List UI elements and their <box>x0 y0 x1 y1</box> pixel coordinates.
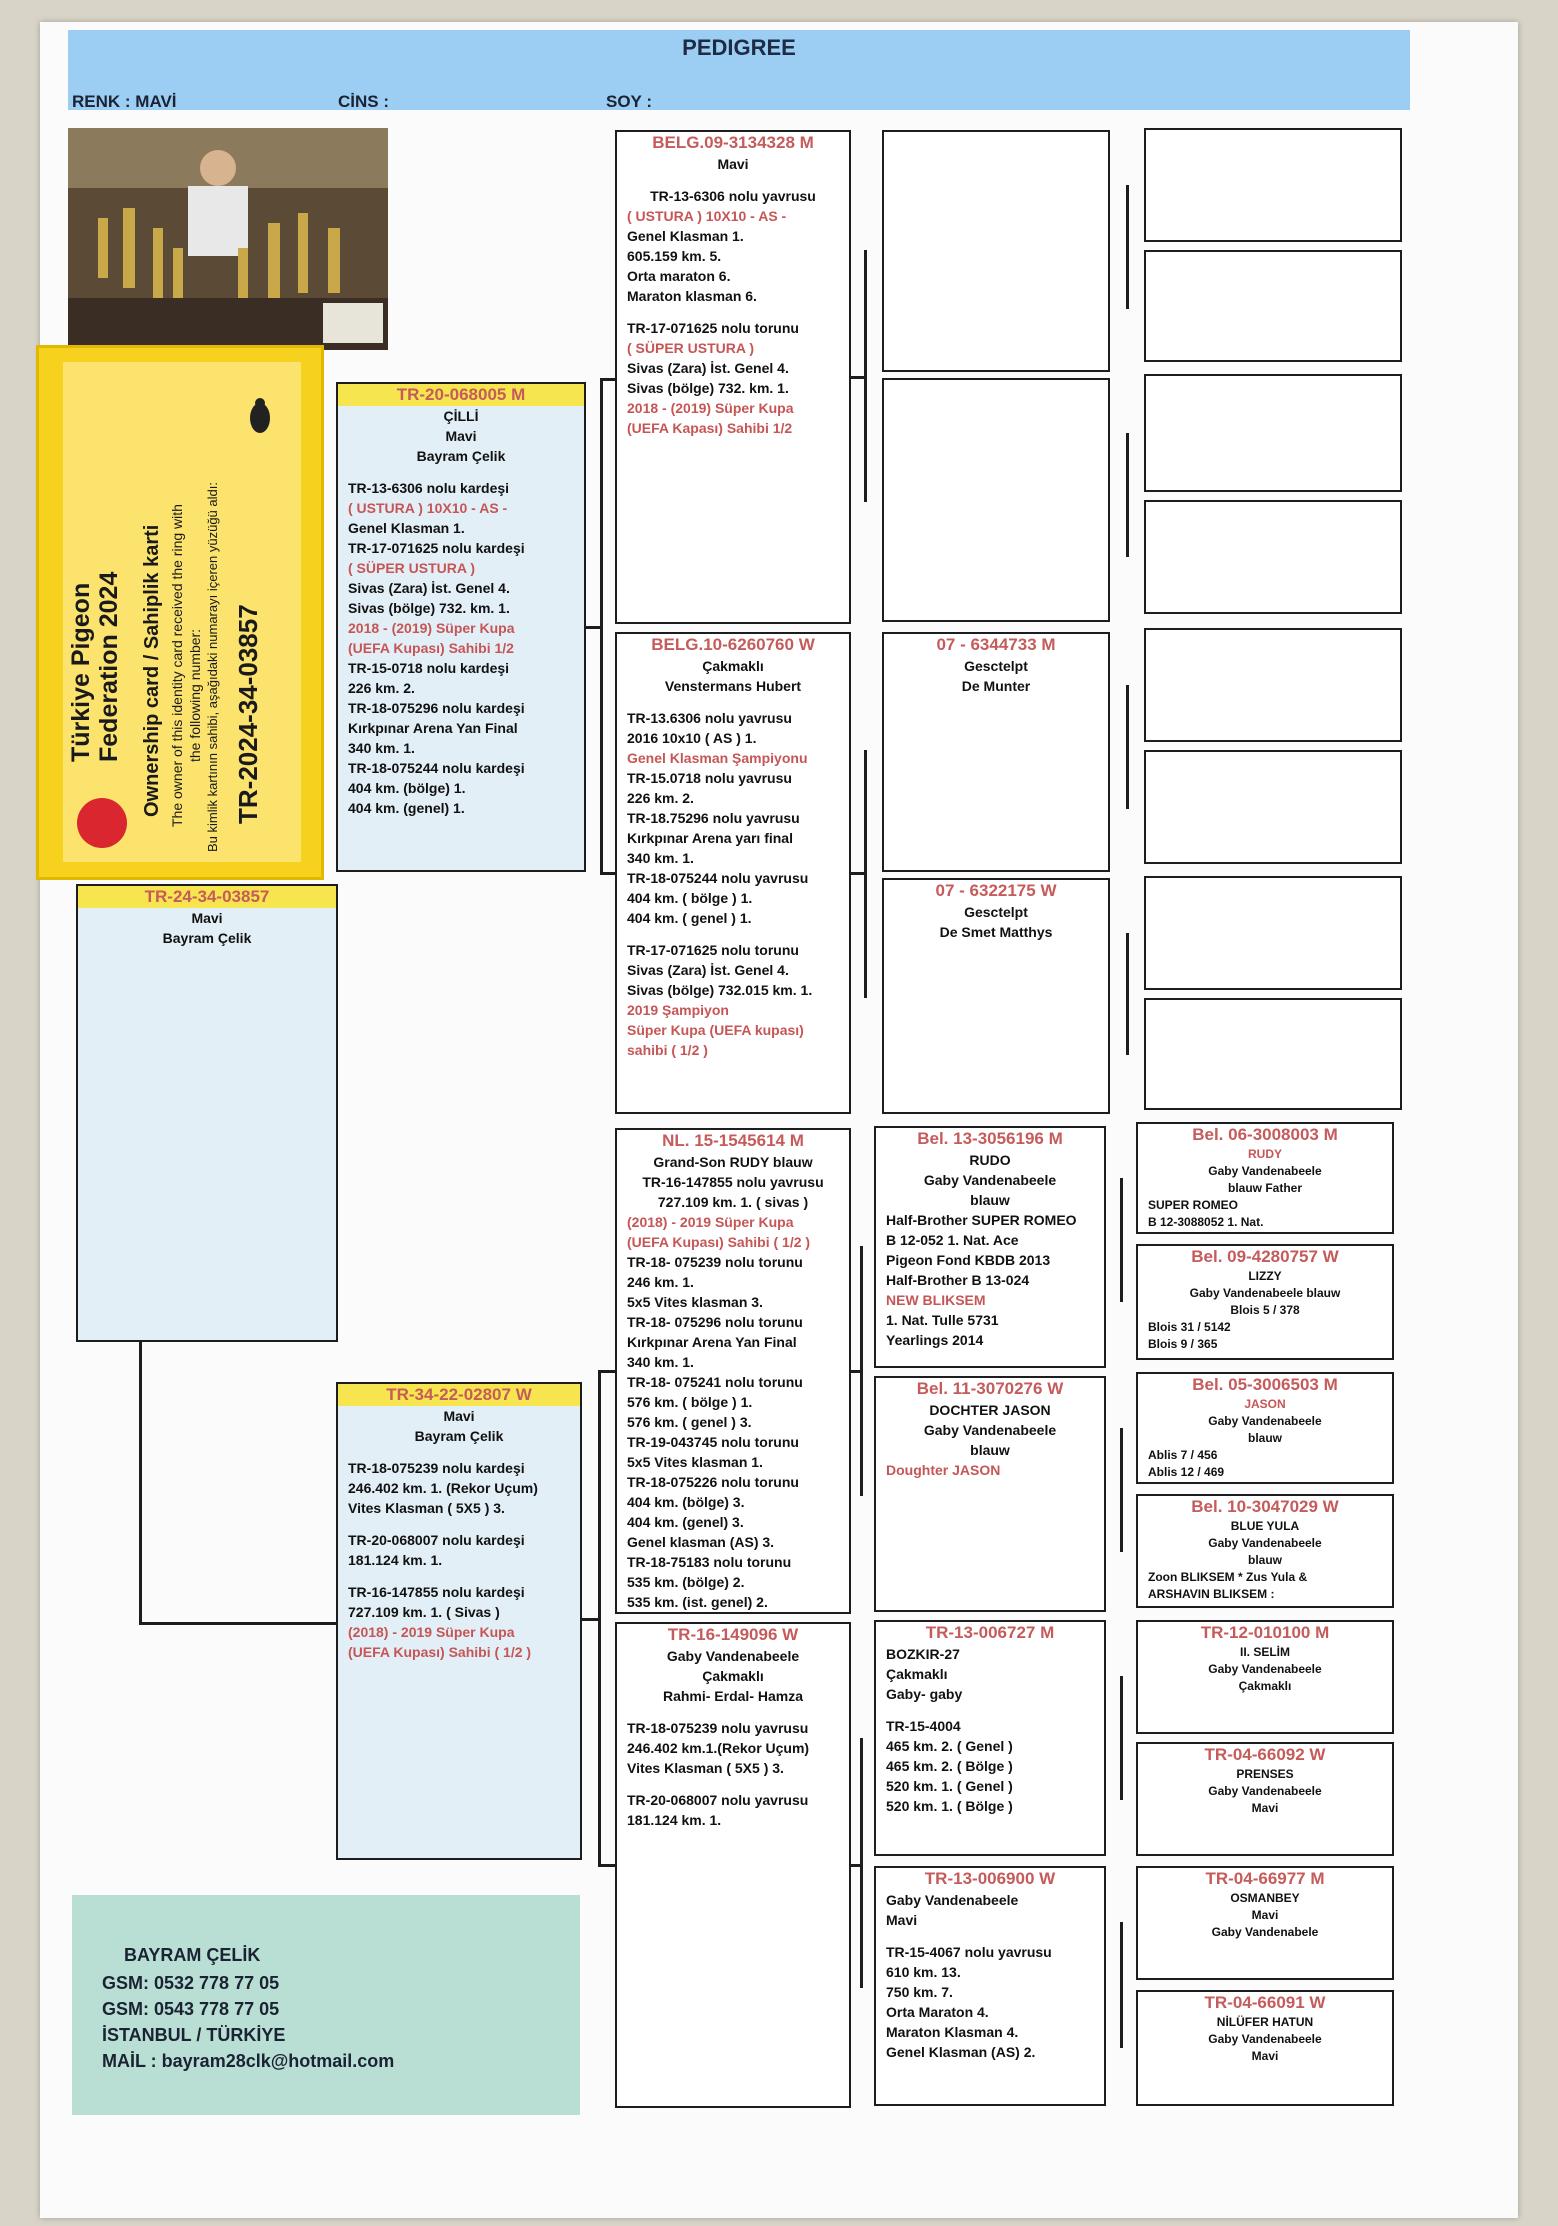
subject-color: Mavi <box>191 910 223 926</box>
gen4-box-15 <box>1136 1866 1394 1980</box>
pedigree-line: Gesctelpt <box>964 658 1028 674</box>
dam-sire-dam-box <box>874 1376 1106 1612</box>
pedigree-line: OSMANBEY <box>1230 1891 1300 1905</box>
pedigree-line: TR-18-75183 nolu torunu <box>627 1554 792 1570</box>
pedigree-line: Bayram Çelik <box>414 1428 504 1444</box>
connector <box>1120 1922 1123 2048</box>
connector <box>1126 685 1129 809</box>
pedigree-line: TR-18-075296 nolu kardeşi <box>348 700 525 716</box>
pedigree-line: DOCHTER JASON <box>929 1402 1051 1418</box>
pedigree-line: Bayram Çelik <box>416 448 506 464</box>
connector <box>851 376 865 379</box>
gen4-box-2 <box>1144 250 1402 362</box>
pedigree-line: Gaby Vandenabeele <box>923 1172 1057 1188</box>
gen4-box-13 <box>1136 1620 1394 1734</box>
connector <box>1120 1428 1123 1552</box>
sire-dam-sire-box <box>882 632 1110 872</box>
federation-logo-icon <box>77 798 127 848</box>
card-title: Ownership card / Sahiplik karti <box>141 524 163 817</box>
pedigree-line: blauw Father <box>1227 1181 1302 1195</box>
pedigree-line: LIZZY <box>1248 1269 1282 1283</box>
ring-number: TR-20-068005 M <box>338 384 584 406</box>
sire-dam-dam-box <box>882 878 1110 1114</box>
ring-number: Bel. 05-3006503 M <box>1192 1375 1338 1394</box>
pedigree-line: Gaby Vandenabeele blauw <box>1189 1286 1341 1300</box>
pedigree-line: Genel Klasman 1. <box>627 228 744 244</box>
pedigree-line: (UEFA Kupası) Sahibi ( 1/2 ) <box>348 1644 532 1660</box>
contact-gsm-2: GSM: 0543 778 77 05 <box>102 1999 280 2019</box>
pedigree-line: 404 km. (genel) 3. <box>627 1514 744 1530</box>
gen4-box-16 <box>1136 1990 1394 2106</box>
connector <box>1126 433 1129 557</box>
pedigree-line: Mavi <box>443 1408 475 1424</box>
soy-label: SOY : <box>606 92 652 111</box>
connector <box>600 378 616 381</box>
pedigree-line: TR-18-075239 nolu kardeşi <box>348 1460 525 1476</box>
pedigree-line <box>617 696 849 708</box>
gen4-box-5 <box>1144 628 1402 742</box>
pedigree-line: Yearlings 2014 <box>886 1332 984 1348</box>
pedigree-line <box>338 1446 580 1458</box>
connector <box>851 1864 861 1867</box>
dam-box <box>336 1382 582 1860</box>
pedigree-line: 2019 Şampiyon <box>627 1002 729 1018</box>
pedigree-line: 246 km. 1. <box>627 1274 694 1290</box>
pigeon-icon <box>243 396 277 436</box>
pedigree-line: 404 km. ( bölge ) 1. <box>627 890 753 906</box>
pedigree-line: B 12-3088052 1. Nat. <box>1148 1215 1264 1229</box>
connector <box>598 1370 616 1373</box>
pedigree-line: Gaby Vandenabeele <box>1208 2032 1322 2046</box>
contact-city: İSTANBUL / TÜRKİYE <box>102 2025 286 2045</box>
pedigree-line: 576 km. ( bölge ) 1. <box>627 1394 753 1410</box>
connector <box>600 378 603 874</box>
pedigree-line: (2018) - 2019 Süper Kupa <box>627 1214 794 1230</box>
pedigree-line: 535 km. (bölge) 2. <box>627 1574 745 1590</box>
pedigree-line: Maraton klasman 6. <box>627 288 757 304</box>
gen4-box-4 <box>1144 500 1402 614</box>
ring-number: Bel. 11-3070276 W <box>916 1379 1064 1398</box>
pedigree-line: Kırkpınar Arena Yan Final <box>627 1334 797 1350</box>
ownership-card-inner <box>63 362 301 862</box>
contact-email: MAİL : bayram28clk@hotmail.com <box>102 2051 395 2071</box>
pedigree-line: 727.109 km. 1. ( sivas ) <box>657 1194 809 1210</box>
pedigree-line: 181.124 km. 1. <box>348 1552 443 1568</box>
pedigree-line: Maraton Klasman 4. <box>886 2024 1019 2040</box>
sire-sire-dam-box <box>882 378 1110 622</box>
pedigree-line: blauw <box>1247 1431 1282 1445</box>
pedigree-line: Genel Klasman Şampiyonu <box>627 750 808 766</box>
pedigree-line: 2018 - (2019) Süper Kupa <box>627 400 794 416</box>
pedigree-line: 404 km. (genel) 1. <box>348 800 465 816</box>
pedigree-line: (UEFA Kupası) Sahibi 1/2 <box>348 640 514 656</box>
gen4-box-9 <box>1136 1122 1394 1234</box>
pedigree-line: JASON <box>1244 1397 1286 1411</box>
pedigree-line: B 12-052 1. Nat. Ace <box>886 1232 1019 1248</box>
pedigree-line: NEW BLIKSEM <box>886 1292 986 1308</box>
connector <box>860 1738 863 1988</box>
ring-number: BELG.10-6260760 W <box>651 635 815 654</box>
pedigree-line: TR-17-071625 nolu torunu <box>627 320 799 336</box>
pedigree-line: Rahmi- Erdal- Hamza <box>662 1688 804 1704</box>
pedigree-line: Süper Kupa (UEFA kupası) <box>627 1022 804 1038</box>
ring-number: TR-12-010100 M <box>1200 1623 1330 1642</box>
pedigree-line: NİLÜFER HATUN <box>1216 2015 1314 2029</box>
card-owner-text-1: The owner of this identity card received the ring with <box>169 504 185 827</box>
pedigree-line <box>876 1704 1104 1716</box>
pedigree-line <box>338 1570 580 1582</box>
pedigree-line: TR-15-4067 nolu yavrusu <box>886 1944 1052 1960</box>
pedigree-line: 5x5 Vites klasman 1. <box>627 1454 763 1470</box>
pedigree-line <box>338 1518 580 1530</box>
pedigree-line: Mavi <box>1251 1908 1279 1922</box>
pedigree-line: Blois 5 / 378 <box>1230 1303 1300 1317</box>
pedigree-line <box>617 306 849 318</box>
connector <box>851 872 865 875</box>
pedigree-line <box>617 174 849 186</box>
pedigree-line: 520 km. 1. ( Bölge ) <box>886 1798 1013 1814</box>
contact-name: BAYRAM ÇELİK <box>124 1945 261 1965</box>
pedigree-line: Gaby Vandenabele <box>1211 1925 1319 1939</box>
pedigree-line: TR-20-068007 nolu yavrusu <box>627 1792 809 1808</box>
pedigree-line: ( SÜPER USTURA ) <box>348 560 476 576</box>
pedigree-line: Orta Maraton 4. <box>886 2004 989 2020</box>
pedigree-line <box>617 1778 849 1790</box>
connector <box>851 1370 861 1373</box>
connector <box>1126 185 1129 309</box>
pedigree-line: TR-15-4004 <box>886 1718 961 1734</box>
pedigree-line: Sivas (Zara) İst. Genel 4. <box>627 360 789 376</box>
renk-label: RENK : MAVİ <box>72 92 177 111</box>
pedigree-line: blauw <box>970 1192 1010 1208</box>
pedigree-line: Ablis 7 / 456 <box>1148 1448 1218 1462</box>
pedigree-line: Mavi <box>886 1912 918 1928</box>
pedigree-line: TR-19-043745 nolu torunu <box>627 1434 799 1450</box>
pedigree-line: De Munter <box>961 678 1031 694</box>
pedigree-line: Sivas (bölge) 732. km. 1. <box>627 380 789 396</box>
sire-sire-sire-box <box>882 130 1110 372</box>
gen4-box-6 <box>1144 750 1402 864</box>
pedigree-line: Mavi <box>717 156 749 172</box>
connector <box>598 1370 601 1866</box>
gen4-box-12 <box>1136 1494 1394 1608</box>
pedigree-line: 727.109 km. 1. ( Sivas ) <box>348 1604 500 1620</box>
pedigree-line: Genel klasman (AS) 3. <box>627 1534 775 1550</box>
pedigree-line: II. SELİM <box>1239 1645 1290 1659</box>
pedigree-line <box>617 1706 849 1718</box>
pedigree-line: Gaby Vandenabeele <box>1208 1536 1322 1550</box>
pedigree-line: Gaby Vandenabeele <box>1208 1784 1322 1798</box>
pedigree-line: Çakmaklı <box>1238 1679 1292 1693</box>
pedigree-line: 226 km. 2. <box>627 790 694 806</box>
pedigree-line: BLUE YULA <box>1230 1519 1300 1533</box>
pedigree-line: Gesctelpt <box>964 904 1028 920</box>
ring-number: TR-13-006900 W <box>924 1869 1056 1888</box>
pedigree-line: TR-18-075226 nolu torunu <box>627 1474 799 1490</box>
pedigree-line: 5x5 Vites klasman 3. <box>627 1294 763 1310</box>
pedigree-line: 340 km. 1. <box>348 740 415 756</box>
dam-dam-box <box>615 1622 851 2108</box>
subject-ring: TR-24-34-03857 <box>78 886 336 908</box>
connector <box>139 1342 142 1624</box>
connector <box>1120 1676 1123 1800</box>
pedigree-line: Half-Brother B 13-024 <box>886 1272 1030 1288</box>
pedigree-line: TR-18.75296 nolu yavrusu <box>627 810 800 826</box>
ring-number: NL. 15-1545614 M <box>662 1131 804 1150</box>
page-title: PEDIGREE <box>682 35 796 60</box>
gen4-box-8 <box>1144 998 1402 1110</box>
pedigree-line: Sivas (bölge) 732.015 km. 1. <box>627 982 813 998</box>
pedigree-line: Gaby Vandenabeele <box>1208 1662 1322 1676</box>
contact-gsm-1: GSM: 0532 778 77 05 <box>102 1973 280 1993</box>
pedigree-line: TR-17-071625 nolu kardeşi <box>348 540 525 556</box>
pedigree-line: Zoon BLIKSEM * Zus Yula & <box>1148 1570 1308 1584</box>
federation-name-1: Türkiye Pigeon <box>67 582 95 762</box>
pedigree-line: TR-17-071625 nolu torunu <box>627 942 799 958</box>
ring-number: TR-04-66977 M <box>1205 1869 1325 1888</box>
pedigree-line: 465 km. 2. ( Genel ) <box>886 1738 1013 1754</box>
dam-dam-dam-box <box>874 1866 1106 2106</box>
ring-number: Bel. 06-3008003 M <box>1192 1125 1338 1144</box>
pedigree-line: Çakmaklı <box>702 658 764 674</box>
connector <box>598 1864 616 1867</box>
pedigree-line: Venstermans Hubert <box>664 678 802 694</box>
pedigree-line: Gaby Vandenabeele <box>1208 1164 1322 1178</box>
subject-owner: Bayram Çelik <box>162 930 252 946</box>
ring-number: Bel. 13-3056196 M <box>917 1129 1063 1148</box>
pedigree-line: 465 km. 2. ( Bölge ) <box>886 1758 1013 1774</box>
pedigree-line: Doughter JASON <box>886 1462 1001 1478</box>
pedigree-line: Gaby Vandenabeele <box>886 1892 1019 1908</box>
pedigree-line: Ablis 12 / 469 <box>1148 1465 1225 1479</box>
pedigree-line: 226 km. 2. <box>348 680 415 696</box>
pedigree-line: TR-15.0718 nolu yavrusu <box>627 770 792 786</box>
pedigree-line: Blois 9 / 365 <box>1148 1337 1218 1351</box>
gen4-box-11 <box>1136 1372 1394 1484</box>
connector <box>600 872 616 875</box>
ring-number: TR-16-149096 W <box>667 1625 799 1644</box>
pedigree-line: Gaby- gaby <box>886 1686 963 1702</box>
pedigree-line: Mavi <box>1251 1801 1279 1815</box>
pedigree-line <box>338 466 584 478</box>
pedigree-line: De Smet Matthys <box>939 924 1053 940</box>
pedigree-line: Genel Klasman (AS) 2. <box>886 2044 1036 2060</box>
connector <box>139 1622 337 1625</box>
owner-photo <box>68 128 388 350</box>
ownership-card <box>36 345 324 880</box>
pedigree-line: PRENSES <box>1236 1767 1294 1781</box>
pedigree-line: 404 km. ( genel ) 1. <box>627 910 752 926</box>
ring-number: 07 - 6344733 M <box>936 635 1056 654</box>
pedigree-line: TR-18- 075296 nolu torunu <box>627 1314 803 1330</box>
ring-number: TR-13-006727 M <box>925 1623 1055 1642</box>
card-ring-number: TR-2024-34-03857 <box>233 604 263 824</box>
pedigree-line: 610 km. 13. <box>886 1964 961 1980</box>
pedigree-line: Vites Klasman ( 5X5 ) 3. <box>627 1760 784 1776</box>
pedigree-line: ARSHAVIN BLIKSEM : <box>1148 1587 1275 1601</box>
pedigree-line: Çakmaklı <box>702 1668 764 1684</box>
pedigree-line: TR-20-068007 nolu kardeşi <box>348 1532 525 1548</box>
pedigree-line: SUPER ROMEO <box>1148 1198 1239 1212</box>
pedigree-line: Sivas (bölge) 732. km. 1. <box>348 600 510 616</box>
pedigree-line: Pigeon Fond KBDB 2013 <box>886 1252 1051 1268</box>
pedigree-line: 2016 10x10 ( AS ) 1. <box>627 730 757 746</box>
pedigree-line: 404 km. (bölge) 3. <box>627 1494 745 1510</box>
ring-number: TR-04-66092 W <box>1204 1745 1326 1764</box>
pedigree-line: blauw <box>1247 1553 1282 1567</box>
pedigree-line: 246.402 km.1.(Rekor Uçum) <box>627 1740 810 1756</box>
connector <box>1126 933 1129 1055</box>
pedigree-line: TR-18-075239 nolu yavrusu <box>627 1720 809 1736</box>
ring-number: Bel. 09-4280757 W <box>1191 1247 1339 1266</box>
connector <box>1120 1178 1123 1302</box>
gen4-box-3 <box>1144 374 1402 492</box>
pedigree-line: TR-16-147855 nolu kardeşi <box>348 1584 525 1600</box>
gen4-box-1 <box>1144 128 1402 242</box>
pedigree-line: 2018 - (2019) Süper Kupa <box>348 620 515 636</box>
pedigree-line: 246.402 km. 1. (Rekor Uçum) <box>348 1480 538 1496</box>
ring-number: Bel. 10-3047029 W <box>1191 1497 1339 1516</box>
pedigree-line: Vites Klasman ( 5X5 ) 3. <box>348 1500 505 1516</box>
pedigree-line: Orta maraton 6. <box>627 268 731 284</box>
pedigree-line: ( SÜPER USTURA ) <box>627 340 755 356</box>
gen4-box-7 <box>1144 876 1402 990</box>
pedigree-line: 750 km. 7. <box>886 1984 953 2000</box>
pedigree-line: 576 km. ( genel ) 3. <box>627 1414 752 1430</box>
dam-sire-box <box>615 1128 851 1614</box>
pedigree-line: Grand-Son RUDY blauw <box>653 1154 813 1170</box>
pedigree-line: Kırkpınar Arena yarı final <box>627 830 793 846</box>
pedigree-line: Sivas (Zara) İst. Genel 4. <box>348 580 510 596</box>
pedigree-line: (UEFA Kapası) Sahibi 1/2 <box>627 420 793 436</box>
pedigree-line: ( USTURA ) 10X10 - AS - <box>348 500 508 516</box>
pedigree-line: TR-13-6306 nolu kardeşi <box>348 480 510 496</box>
ring-number: BELG.09-3134328 M <box>652 133 814 152</box>
pedigree-line: 605.159 km. 5. <box>627 248 722 264</box>
pedigree-line: 340 km. 1. <box>627 850 694 866</box>
pedigree-line: BOZKIR-27 <box>886 1646 960 1662</box>
pedigree-line: Genel Klasman 1. <box>348 520 465 536</box>
pedigree-line: TR-18-075244 nolu kardeşi <box>348 760 525 776</box>
dam-dam-sire-box <box>874 1620 1106 1856</box>
pedigree-line: TR-18- 075239 nolu torunu <box>627 1254 803 1270</box>
subject-box <box>76 884 338 1342</box>
cins-label: CİNS : <box>338 92 389 111</box>
pedigree-line: TR-13-6306 nolu yavrusu <box>650 188 816 204</box>
pedigree-line: Mavi <box>1251 2049 1279 2063</box>
pedigree-line: blauw <box>970 1442 1010 1458</box>
pedigree-line: RUDY <box>1247 1147 1282 1161</box>
pedigree-line: 181.124 km. 1. <box>627 1812 722 1828</box>
ring-number: TR-04-66091 W <box>1204 1993 1326 2012</box>
pedigree-line <box>876 1930 1104 1942</box>
pedigree-line <box>617 928 849 940</box>
pedigree-line: TR-13.6306 nolu yavrusu <box>627 710 792 726</box>
ring-number: TR-34-22-02807 W <box>338 1384 580 1406</box>
pedigree-line: Sivas (Zara) İst. Genel 4. <box>627 962 789 978</box>
card-owner-text-3: Bu kimlik kartının sahibi, aşağıdaki numarayı içeren yüzüğü aldı: <box>205 482 220 852</box>
pedigree-line: Blois 31 / 5142 <box>1148 1320 1231 1334</box>
ring-number: 07 - 6322175 W <box>935 881 1057 900</box>
federation-name-2: Federation 2024 <box>95 571 123 762</box>
pedigree-line: TR-18-075244 nolu yavrusu <box>627 870 809 886</box>
pedigree-line: RUDO <box>969 1152 1011 1168</box>
pedigree-line: 535 km. (ist. genel) 2. <box>627 1594 768 1610</box>
gen4-box-10 <box>1136 1244 1394 1360</box>
pedigree-line: (2018) - 2019 Süper Kupa <box>348 1624 515 1640</box>
pedigree-line: sahibi ( 1/2 ) <box>627 1042 708 1058</box>
pedigree-line: ( USTURA ) 10X10 - AS - <box>627 208 787 224</box>
pedigree-line: (UEFA Kupası) Sahibi ( 1/2 ) <box>627 1234 811 1250</box>
pedigree-line: 340 km. 1. <box>627 1354 694 1370</box>
pedigree-line: TR-15-0718 nolu kardeşi <box>348 660 510 676</box>
pedigree-line: 520 km. 1. ( Genel ) <box>886 1778 1013 1794</box>
card-owner-text-2: the following number: <box>187 628 203 762</box>
pedigree-line: Gaby Vandenabeele <box>666 1648 800 1664</box>
pedigree-line: TR-18- 075241 nolu torunu <box>627 1374 803 1390</box>
pedigree-line: Mavi <box>445 428 477 444</box>
pedigree-line: ÇİLLİ <box>443 408 479 424</box>
pedigree-header <box>68 30 1410 110</box>
pedigree-line: Kırkpınar Arena Yan Final <box>348 720 518 736</box>
sire-sire-box <box>615 130 851 624</box>
pedigree-line: 404 km. (bölge) 1. <box>348 780 466 796</box>
pedigree-line: Gaby Vandenabeele <box>1208 1414 1322 1428</box>
sire-box <box>336 382 586 872</box>
sire-dam-box <box>615 632 851 1114</box>
pedigree-line: Half-Brother SUPER ROMEO <box>886 1212 1077 1228</box>
pedigree-line: Çakmaklı <box>886 1666 948 1682</box>
pedigree-line: 1. Nat. Tulle 5731 <box>886 1312 999 1328</box>
pedigree-line: TR-16-147855 nolu yavrusu <box>642 1174 824 1190</box>
gen4-box-14 <box>1136 1742 1394 1856</box>
dam-sire-sire-box <box>874 1126 1106 1368</box>
contact-panel <box>72 1895 580 2115</box>
pedigree-line: Gaby Vandenabeele <box>923 1422 1057 1438</box>
